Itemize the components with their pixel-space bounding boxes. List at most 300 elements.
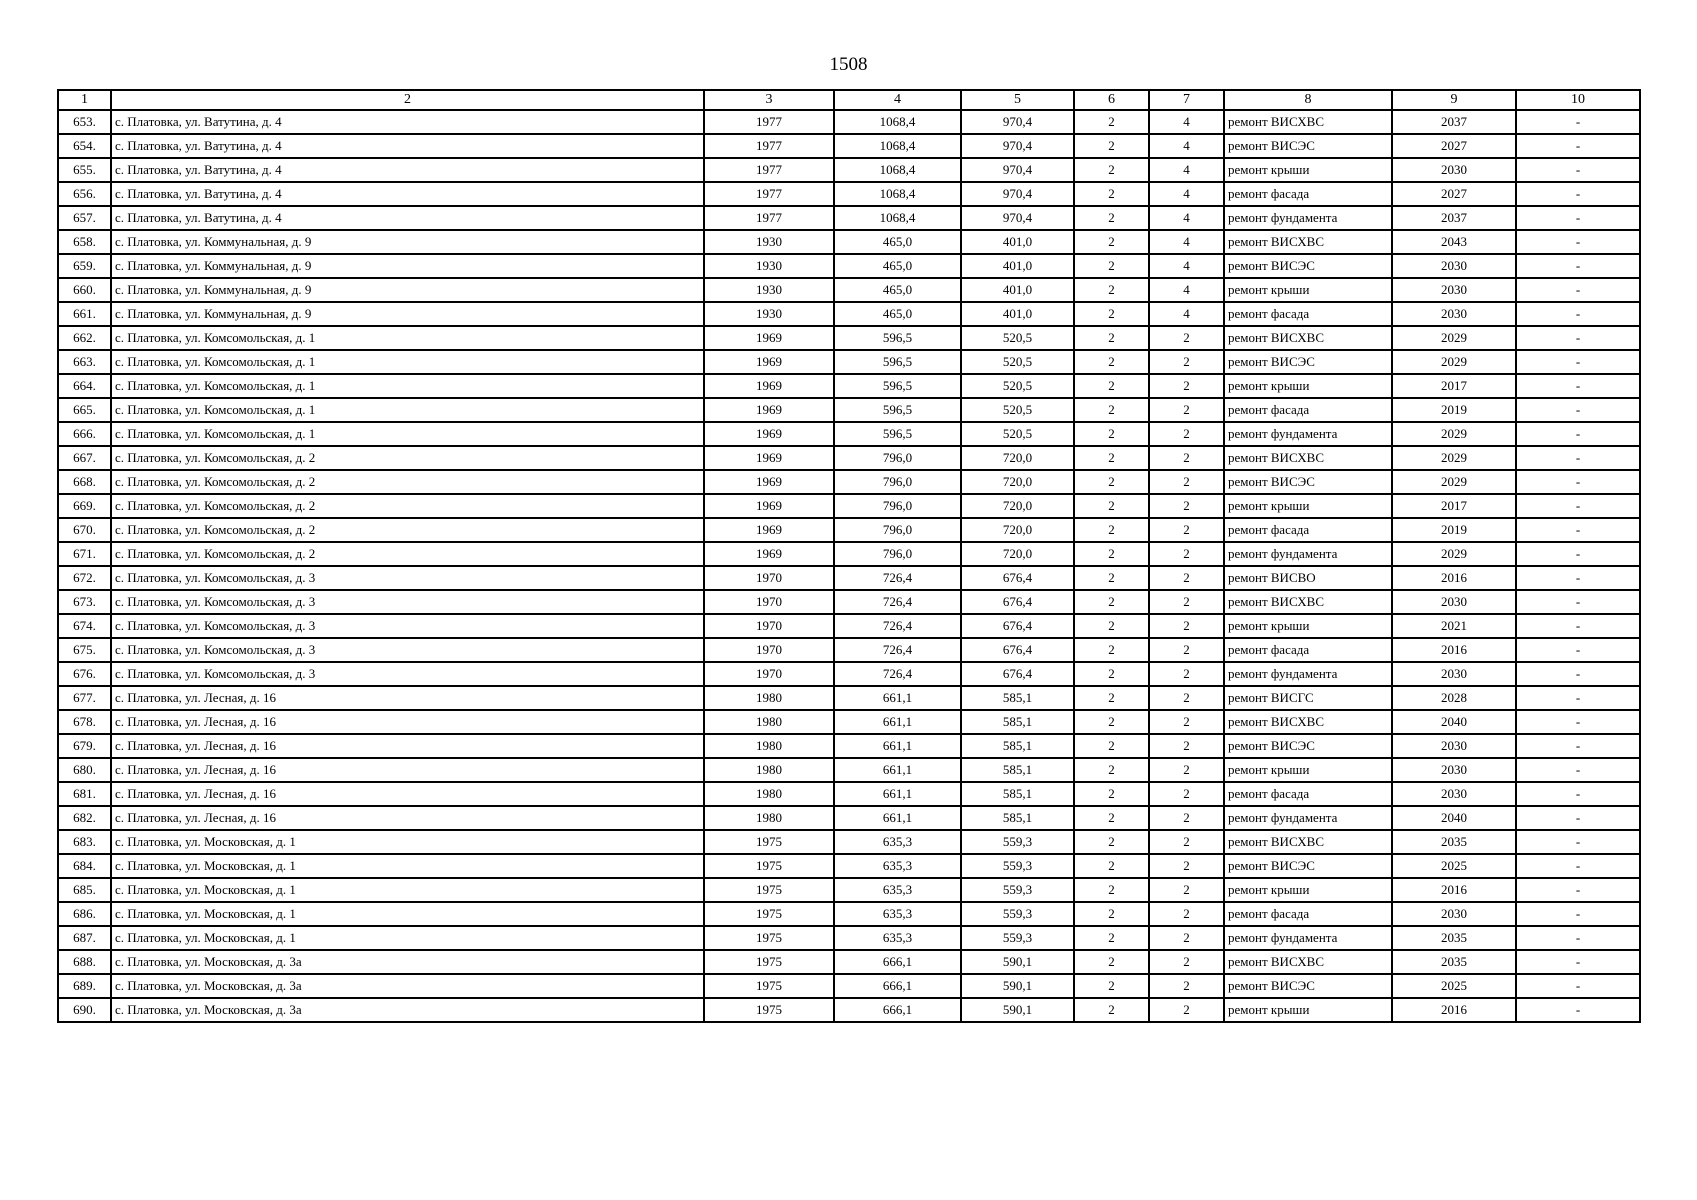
address-cell: с. Платовка, ул. Комсомольская, д. 2 [111,518,704,542]
row-number-cell: 677. [58,686,111,710]
planned-year-cell: 2030 [1392,902,1516,926]
row-number-cell: 679. [58,734,111,758]
address-cell: с. Платовка, ул. Лесная, д. 16 [111,758,704,782]
year-built-cell: 1980 [704,710,834,734]
row-number-cell: 655. [58,158,111,182]
address-cell: с. Платовка, ул. Лесная, д. 16 [111,806,704,830]
floors-cell: 2 [1074,878,1149,902]
living-area-cell: 676,4 [961,566,1074,590]
planned-year-cell: 2025 [1392,974,1516,998]
address-cell: с. Платовка, ул. Комсомольская, д. 1 [111,374,704,398]
table-row [58,134,1640,158]
row-number-cell: 676. [58,662,111,686]
note-cell: - [1516,926,1640,950]
note-cell: - [1516,710,1640,734]
year-built-cell: 1975 [704,998,834,1022]
work-type-cell: ремонт ВИСХВС [1224,590,1392,614]
entrances-cell: 2 [1149,326,1224,350]
note-cell: - [1516,686,1640,710]
total-area-cell: 596,5 [834,398,961,422]
table-row [58,230,1640,254]
living-area-cell: 559,3 [961,854,1074,878]
planned-year-cell: 2029 [1392,470,1516,494]
living-area-cell: 585,1 [961,734,1074,758]
planned-year-cell: 2035 [1392,926,1516,950]
total-area-cell: 661,1 [834,710,961,734]
row-number-cell: 660. [58,278,111,302]
year-built-cell: 1969 [704,494,834,518]
note-cell: - [1516,494,1640,518]
work-type-cell: ремонт ВИСЭС [1224,350,1392,374]
row-number-cell: 673. [58,590,111,614]
living-area-cell: 401,0 [961,302,1074,326]
total-area-cell: 465,0 [834,302,961,326]
year-built-cell: 1975 [704,950,834,974]
address-cell: с. Платовка, ул. Коммунальная, д. 9 [111,278,704,302]
floors-cell: 2 [1074,278,1149,302]
floors-cell: 2 [1074,158,1149,182]
note-cell: - [1516,734,1640,758]
total-area-cell: 596,5 [834,374,961,398]
planned-year-cell: 2030 [1392,254,1516,278]
table-row [58,326,1640,350]
note-cell: - [1516,902,1640,926]
year-built-cell: 1930 [704,278,834,302]
planned-year-cell: 2043 [1392,230,1516,254]
year-built-cell: 1980 [704,806,834,830]
table-row [58,446,1640,470]
note-cell: - [1516,302,1640,326]
row-number-cell: 669. [58,494,111,518]
floors-cell: 2 [1074,686,1149,710]
row-number-cell: 668. [58,470,111,494]
floors-cell: 2 [1074,614,1149,638]
entrances-cell: 2 [1149,686,1224,710]
table-row [58,926,1640,950]
work-type-cell: ремонт фасада [1224,398,1392,422]
table-row [58,854,1640,878]
living-area-cell: 676,4 [961,590,1074,614]
total-area-cell: 596,5 [834,350,961,374]
year-built-cell: 1970 [704,590,834,614]
planned-year-cell: 2029 [1392,422,1516,446]
floors-cell: 2 [1074,998,1149,1022]
note-cell: - [1516,974,1640,998]
work-type-cell: ремонт ВИСЭС [1224,470,1392,494]
living-area-cell: 970,4 [961,110,1074,134]
address-cell: с. Платовка, ул. Ватутина, д. 4 [111,206,704,230]
planned-year-cell: 2037 [1392,110,1516,134]
entrances-cell: 2 [1149,614,1224,638]
address-cell: с. Платовка, ул. Ватутина, д. 4 [111,110,704,134]
floors-cell: 2 [1074,758,1149,782]
living-area-cell: 720,0 [961,446,1074,470]
planned-year-cell: 2040 [1392,806,1516,830]
floors-cell: 2 [1074,734,1149,758]
total-area-cell: 635,3 [834,902,961,926]
total-area-cell: 726,4 [834,590,961,614]
living-area-cell: 559,3 [961,830,1074,854]
year-built-cell: 1977 [704,110,834,134]
entrances-cell: 2 [1149,830,1224,854]
table-row [58,806,1640,830]
year-built-cell: 1930 [704,254,834,278]
table-row [58,518,1640,542]
living-area-cell: 676,4 [961,614,1074,638]
total-area-cell: 661,1 [834,686,961,710]
living-area-cell: 970,4 [961,206,1074,230]
entrances-cell: 2 [1149,974,1224,998]
entrances-cell: 2 [1149,782,1224,806]
column-header: 7 [1149,90,1224,110]
table-row [58,470,1640,494]
total-area-cell: 796,0 [834,494,961,518]
column-header: 9 [1392,90,1516,110]
planned-year-cell: 2016 [1392,638,1516,662]
work-type-cell: ремонт фундамента [1224,806,1392,830]
year-built-cell: 1977 [704,206,834,230]
work-type-cell: ремонт ВИСХВС [1224,110,1392,134]
note-cell: - [1516,398,1640,422]
total-area-cell: 1068,4 [834,158,961,182]
entrances-cell: 2 [1149,734,1224,758]
living-area-cell: 590,1 [961,950,1074,974]
planned-year-cell: 2021 [1392,614,1516,638]
column-header: 6 [1074,90,1149,110]
planned-year-cell: 2030 [1392,734,1516,758]
year-built-cell: 1970 [704,614,834,638]
address-cell: с. Платовка, ул. Комсомольская, д. 2 [111,470,704,494]
planned-year-cell: 2016 [1392,878,1516,902]
note-cell: - [1516,278,1640,302]
note-cell: - [1516,782,1640,806]
column-header: 8 [1224,90,1392,110]
planned-year-cell: 2029 [1392,326,1516,350]
floors-cell: 2 [1074,710,1149,734]
floors-cell: 2 [1074,782,1149,806]
year-built-cell: 1969 [704,374,834,398]
note-cell: - [1516,830,1640,854]
row-number-cell: 659. [58,254,111,278]
year-built-cell: 1975 [704,878,834,902]
note-cell: - [1516,134,1640,158]
table-row [58,782,1640,806]
year-built-cell: 1930 [704,302,834,326]
planned-year-cell: 2019 [1392,398,1516,422]
table-body [58,90,1640,1022]
table-row [58,398,1640,422]
total-area-cell: 661,1 [834,806,961,830]
address-cell: с. Платовка, ул. Комсомольская, д. 2 [111,542,704,566]
table-row [58,734,1640,758]
table-row [58,830,1640,854]
address-cell: с. Платовка, ул. Лесная, д. 16 [111,710,704,734]
planned-year-cell: 2030 [1392,782,1516,806]
entrances-cell: 4 [1149,134,1224,158]
row-number-cell: 682. [58,806,111,830]
work-type-cell: ремонт ВИСХВС [1224,446,1392,470]
work-type-cell: ремонт крыши [1224,758,1392,782]
entrances-cell: 2 [1149,758,1224,782]
work-type-cell: ремонт ВИСХВС [1224,830,1392,854]
note-cell: - [1516,110,1640,134]
year-built-cell: 1969 [704,350,834,374]
planned-year-cell: 2030 [1392,278,1516,302]
planned-year-cell: 2025 [1392,854,1516,878]
table-row [58,998,1640,1022]
living-area-cell: 401,0 [961,254,1074,278]
entrances-cell: 4 [1149,110,1224,134]
address-cell: с. Платовка, ул. Коммунальная, д. 9 [111,302,704,326]
total-area-cell: 635,3 [834,854,961,878]
work-type-cell: ремонт фасада [1224,638,1392,662]
living-area-cell: 559,3 [961,926,1074,950]
living-area-cell: 585,1 [961,782,1074,806]
floors-cell: 2 [1074,518,1149,542]
table-row [58,254,1640,278]
living-area-cell: 720,0 [961,542,1074,566]
year-built-cell: 1980 [704,734,834,758]
living-area-cell: 720,0 [961,494,1074,518]
total-area-cell: 726,4 [834,638,961,662]
floors-cell: 2 [1074,398,1149,422]
total-area-cell: 661,1 [834,734,961,758]
work-type-cell: ремонт ВИСЭС [1224,974,1392,998]
table-row [58,422,1640,446]
table-row [58,590,1640,614]
total-area-cell: 635,3 [834,878,961,902]
address-cell: с. Платовка, ул. Коммунальная, д. 9 [111,230,704,254]
note-cell: - [1516,566,1640,590]
note-cell: - [1516,950,1640,974]
row-number-cell: 654. [58,134,111,158]
row-number-cell: 672. [58,566,111,590]
living-area-cell: 585,1 [961,686,1074,710]
table-row [58,710,1640,734]
year-built-cell: 1975 [704,830,834,854]
entrances-cell: 4 [1149,254,1224,278]
floors-cell: 2 [1074,302,1149,326]
total-area-cell: 596,5 [834,326,961,350]
note-cell: - [1516,854,1640,878]
row-number-cell: 675. [58,638,111,662]
entrances-cell: 2 [1149,566,1224,590]
row-number-cell: 663. [58,350,111,374]
work-type-cell: ремонт фундамента [1224,422,1392,446]
entrances-cell: 4 [1149,182,1224,206]
living-area-cell: 720,0 [961,470,1074,494]
work-type-cell: ремонт ВИСХВС [1224,230,1392,254]
address-cell: с. Платовка, ул. Комсомольская, д. 3 [111,590,704,614]
address-cell: с. Платовка, ул. Ватутина, д. 4 [111,134,704,158]
work-type-cell: ремонт ВИСЭС [1224,254,1392,278]
work-type-cell: ремонт ВИСЭС [1224,854,1392,878]
living-area-cell: 520,5 [961,374,1074,398]
entrances-cell: 2 [1149,710,1224,734]
entrances-cell: 2 [1149,542,1224,566]
total-area-cell: 796,0 [834,542,961,566]
year-built-cell: 1977 [704,134,834,158]
total-area-cell: 465,0 [834,254,961,278]
total-area-cell: 661,1 [834,782,961,806]
entrances-cell: 2 [1149,518,1224,542]
total-area-cell: 666,1 [834,974,961,998]
living-area-cell: 585,1 [961,710,1074,734]
year-built-cell: 1977 [704,158,834,182]
column-header: 4 [834,90,961,110]
note-cell: - [1516,422,1640,446]
table-row [58,758,1640,782]
column-header: 2 [111,90,704,110]
year-built-cell: 1975 [704,974,834,998]
column-number-row [58,90,1640,110]
table-row [58,182,1640,206]
living-area-cell: 970,4 [961,158,1074,182]
address-cell: с. Платовка, ул. Комсомольская, д. 2 [111,494,704,518]
table-row [58,662,1640,686]
work-type-cell: ремонт ВИСГС [1224,686,1392,710]
address-cell: с. Платовка, ул. Московская, д. 1 [111,854,704,878]
address-cell: с. Платовка, ул. Комсомольская, д. 3 [111,614,704,638]
entrances-cell: 4 [1149,278,1224,302]
address-cell: с. Платовка, ул. Московская, д. 3а [111,998,704,1022]
note-cell: - [1516,230,1640,254]
table-row [58,350,1640,374]
note-cell: - [1516,614,1640,638]
living-area-cell: 520,5 [961,350,1074,374]
table-row [58,878,1640,902]
entrances-cell: 2 [1149,998,1224,1022]
entrances-cell: 2 [1149,350,1224,374]
year-built-cell: 1969 [704,326,834,350]
address-cell: с. Платовка, ул. Лесная, д. 16 [111,686,704,710]
planned-year-cell: 2027 [1392,182,1516,206]
year-built-cell: 1969 [704,446,834,470]
note-cell: - [1516,158,1640,182]
table-row [58,374,1640,398]
total-area-cell: 596,5 [834,422,961,446]
address-cell: с. Платовка, ул. Московская, д. 3а [111,974,704,998]
work-type-cell: ремонт крыши [1224,278,1392,302]
total-area-cell: 465,0 [834,230,961,254]
planned-year-cell: 2030 [1392,758,1516,782]
entrances-cell: 2 [1149,422,1224,446]
planned-year-cell: 2016 [1392,998,1516,1022]
floors-cell: 2 [1074,590,1149,614]
floors-cell: 2 [1074,110,1149,134]
address-cell: с. Платовка, ул. Коммунальная, д. 9 [111,254,704,278]
planned-year-cell: 2019 [1392,518,1516,542]
page-number: 1508 [829,54,868,75]
entrances-cell: 2 [1149,590,1224,614]
table-row [58,950,1640,974]
total-area-cell: 1068,4 [834,134,961,158]
planned-year-cell: 2030 [1392,590,1516,614]
floors-cell: 2 [1074,854,1149,878]
entrances-cell: 2 [1149,806,1224,830]
planned-year-cell: 2040 [1392,710,1516,734]
note-cell: - [1516,542,1640,566]
repair-schedule-table [57,89,1641,1023]
work-type-cell: ремонт крыши [1224,374,1392,398]
address-cell: с. Платовка, ул. Московская, д. 1 [111,926,704,950]
living-area-cell: 520,5 [961,326,1074,350]
floors-cell: 2 [1074,494,1149,518]
work-type-cell: ремонт ВИСВО [1224,566,1392,590]
address-cell: с. Платовка, ул. Московская, д. 1 [111,830,704,854]
planned-year-cell: 2029 [1392,350,1516,374]
year-built-cell: 1969 [704,542,834,566]
entrances-cell: 2 [1149,638,1224,662]
row-number-cell: 665. [58,398,111,422]
entrances-cell: 2 [1149,950,1224,974]
total-area-cell: 465,0 [834,278,961,302]
living-area-cell: 559,3 [961,878,1074,902]
living-area-cell: 585,1 [961,806,1074,830]
planned-year-cell: 2030 [1392,662,1516,686]
work-type-cell: ремонт крыши [1224,998,1392,1022]
row-number-cell: 681. [58,782,111,806]
living-area-cell: 401,0 [961,278,1074,302]
total-area-cell: 635,3 [834,926,961,950]
row-number-cell: 674. [58,614,111,638]
entrances-cell: 2 [1149,374,1224,398]
floors-cell: 2 [1074,254,1149,278]
row-number-cell: 680. [58,758,111,782]
note-cell: - [1516,206,1640,230]
work-type-cell: ремонт фасада [1224,902,1392,926]
total-area-cell: 796,0 [834,518,961,542]
row-number-cell: 685. [58,878,111,902]
floors-cell: 2 [1074,542,1149,566]
year-built-cell: 1980 [704,782,834,806]
work-type-cell: ремонт ВИСХВС [1224,710,1392,734]
address-cell: с. Платовка, ул. Лесная, д. 16 [111,782,704,806]
year-built-cell: 1969 [704,470,834,494]
row-number-cell: 686. [58,902,111,926]
table-row [58,638,1640,662]
floors-cell: 2 [1074,422,1149,446]
floors-cell: 2 [1074,206,1149,230]
column-header: 1 [58,90,111,110]
table-row [58,614,1640,638]
work-type-cell: ремонт крыши [1224,878,1392,902]
planned-year-cell: 2030 [1392,158,1516,182]
floors-cell: 2 [1074,926,1149,950]
column-header: 5 [961,90,1074,110]
note-cell: - [1516,374,1640,398]
entrances-cell: 4 [1149,158,1224,182]
living-area-cell: 520,5 [961,422,1074,446]
table-row [58,110,1640,134]
planned-year-cell: 2017 [1392,494,1516,518]
entrances-cell: 2 [1149,926,1224,950]
address-cell: с. Платовка, ул. Московская, д. 3а [111,950,704,974]
work-type-cell: ремонт фасада [1224,518,1392,542]
entrances-cell: 2 [1149,470,1224,494]
work-type-cell: ремонт ВИСХВС [1224,326,1392,350]
living-area-cell: 676,4 [961,662,1074,686]
year-built-cell: 1969 [704,422,834,446]
work-type-cell: ремонт фасада [1224,302,1392,326]
planned-year-cell: 2035 [1392,950,1516,974]
year-built-cell: 1980 [704,758,834,782]
year-built-cell: 1975 [704,926,834,950]
living-area-cell: 676,4 [961,638,1074,662]
floors-cell: 2 [1074,230,1149,254]
row-number-cell: 678. [58,710,111,734]
total-area-cell: 796,0 [834,470,961,494]
